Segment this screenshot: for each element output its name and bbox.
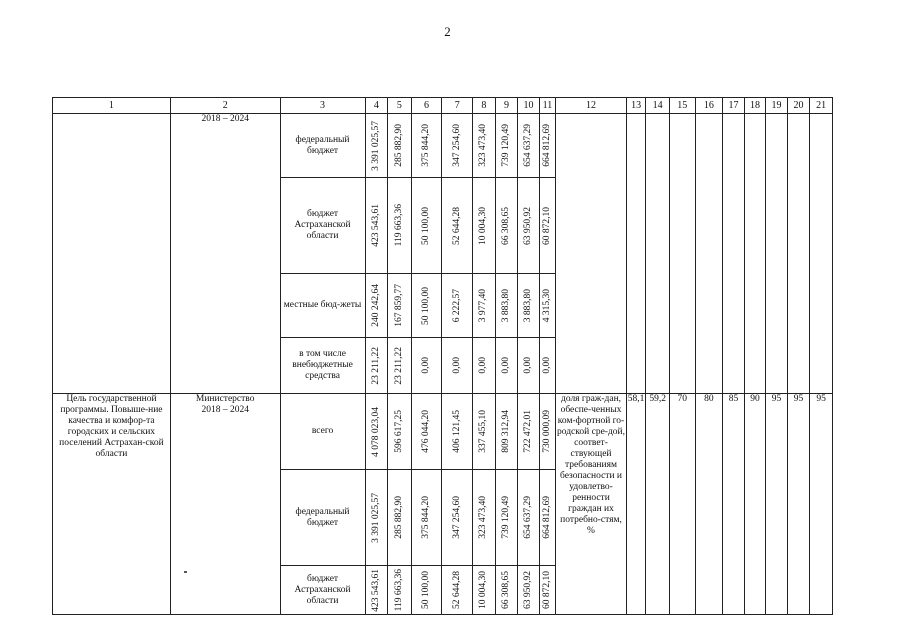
target-cell <box>723 114 745 394</box>
amount-cell: 23 211,22 <box>365 338 388 394</box>
amount-cell: 739 120,49 <box>495 114 518 178</box>
page-number: 2 <box>444 24 451 39</box>
target-value: 59,2 <box>646 394 670 615</box>
amount-cell: 50 100,00 <box>411 178 442 274</box>
amount-cell: 0,00 <box>411 338 442 394</box>
amount-cell: 3 391 025,57 <box>365 470 388 566</box>
amount-cell: 347 254,60 <box>442 114 473 178</box>
col-header: 2 <box>170 98 280 114</box>
amount-cell: 337 455,10 <box>473 394 496 470</box>
header-row <box>53 98 833 114</box>
amount-cell: 66 308,65 <box>495 178 518 274</box>
target-cell <box>744 114 766 394</box>
amount-cell: 23 211,22 <box>388 338 412 394</box>
col-header: 20 <box>787 98 810 114</box>
amount-cell: 60 872,10 <box>539 178 555 274</box>
indicator-cell-empty <box>556 114 627 394</box>
col-header: 8 <box>473 98 496 114</box>
col-header: 14 <box>646 98 670 114</box>
amount-cell: 60 872,10 <box>539 566 555 615</box>
funding-source: бюджет Астраханской области <box>280 178 365 274</box>
col-header: 19 <box>766 98 788 114</box>
funding-source: всего <box>280 394 365 470</box>
amount-cell: 119 663,36 <box>388 178 412 274</box>
amount-cell: 809 312,94 <box>495 394 518 470</box>
col-header: 12 <box>556 98 627 114</box>
amount-cell: 375 844,20 <box>411 470 442 566</box>
amount-cell: 654 637,29 <box>518 470 540 566</box>
amount-cell: 423 543,61 <box>365 566 388 615</box>
col-header: 13 <box>626 98 645 114</box>
table-row <box>53 394 833 470</box>
col-header: 21 <box>810 98 833 114</box>
amount-cell: 596 617,25 <box>388 394 412 470</box>
col-header: 17 <box>723 98 745 114</box>
amount-cell: 0,00 <box>539 338 555 394</box>
amount-cell: 10 004,30 <box>473 178 496 274</box>
amount-cell: 52 644,28 <box>442 178 473 274</box>
amount-cell: 3 391 025,57 <box>365 114 388 178</box>
col-header: 18 <box>744 98 766 114</box>
target-value: 70 <box>669 394 695 615</box>
amount-cell: 10 004,30 <box>473 566 496 615</box>
amount-cell: 240 242,64 <box>365 274 388 338</box>
amount-cell: 3 977,40 <box>473 274 496 338</box>
amount-cell: 4 315,30 <box>539 274 555 338</box>
target-cell <box>766 114 788 394</box>
target-cell <box>669 114 695 394</box>
amount-cell: 6 222,57 <box>442 274 473 338</box>
executor-name: Министерство <box>195 394 255 404</box>
amount-cell: 323 473,40 <box>473 114 496 178</box>
col-header: 9 <box>495 98 518 114</box>
amount-cell: 323 473,40 <box>473 470 496 566</box>
table-row <box>53 114 833 178</box>
col-header: 10 <box>518 98 540 114</box>
amount-cell: 63 950,92 <box>518 178 540 274</box>
amount-cell: 739 120,49 <box>495 470 518 566</box>
amount-cell: 66 308,65 <box>495 566 518 615</box>
amount-cell: 730 000,09 <box>539 394 555 470</box>
col-header: 11 <box>539 98 555 114</box>
col-header: 3 <box>280 98 365 114</box>
target-cell <box>787 114 810 394</box>
col-header: 4 <box>365 98 388 114</box>
col-header: 1 <box>53 98 171 114</box>
amount-cell: 4 078 023,04 <box>365 394 388 470</box>
goal-cell-empty <box>53 114 171 394</box>
amount-cell: 664 812,69 <box>539 114 555 178</box>
executor-cell <box>170 394 280 615</box>
program-finance-table <box>52 97 833 615</box>
target-value: 85 <box>723 394 745 615</box>
amount-cell: 119 663,36 <box>388 566 412 615</box>
target-cell <box>626 114 645 394</box>
funding-source: в том числе внебюджетные средства <box>280 338 365 394</box>
target-value: 80 <box>695 394 723 615</box>
amount-cell: 654 637,29 <box>518 114 540 178</box>
target-value: 95 <box>766 394 788 615</box>
target-cell <box>695 114 723 394</box>
amount-cell: 722 472,01 <box>518 394 540 470</box>
col-header: 16 <box>695 98 723 114</box>
amount-cell: 0,00 <box>495 338 518 394</box>
funding-source: федеральный бюджет <box>280 470 365 566</box>
target-cell <box>646 114 670 394</box>
amount-cell: 167 859,77 <box>388 274 412 338</box>
target-cell <box>810 114 833 394</box>
amount-cell: 63 950,92 <box>518 566 540 615</box>
target-value: 95 <box>810 394 833 615</box>
amount-cell: 664 812,69 <box>539 470 555 566</box>
amount-cell: 406 121,45 <box>442 394 473 470</box>
col-header: 6 <box>411 98 442 114</box>
target-value: 95 <box>787 394 810 615</box>
amount-cell: 285 882,90 <box>388 114 412 178</box>
col-header: 15 <box>669 98 695 114</box>
amount-cell: 476 044,20 <box>411 394 442 470</box>
funding-source: федеральный бюджет <box>280 114 365 178</box>
col-header: 5 <box>388 98 412 114</box>
period-cell: 2018 – 2024 <box>170 114 280 394</box>
amount-cell: 50 100,00 <box>411 274 442 338</box>
target-value: 90 <box>744 394 766 615</box>
amount-cell: 285 882,90 <box>388 470 412 566</box>
amount-cell: 423 543,61 <box>365 178 388 274</box>
amount-cell: 52 644,28 <box>442 566 473 615</box>
funding-source: местные бюд-жеты <box>280 274 365 338</box>
amount-cell: 347 254,60 <box>442 470 473 566</box>
amount-cell: 3 883,80 <box>495 274 518 338</box>
amount-cell: 0,00 <box>442 338 473 394</box>
funding-source: бюджет Астраханской области <box>280 566 365 615</box>
amount-cell: 3 883,80 <box>518 274 540 338</box>
col-header: 7 <box>442 98 473 114</box>
amount-cell: 0,00 <box>473 338 496 394</box>
target-value: 58,1 <box>626 394 645 615</box>
period-text: 2018 – 2024 <box>201 405 249 415</box>
amount-cell: 0,00 <box>518 338 540 394</box>
scan-mark <box>184 571 187 573</box>
amount-cell: 375 844,20 <box>411 114 442 178</box>
program-goal: Цель государственной программы. Повыше-ние качества и комфор-та городских и сельских поселений Астрахан-ской области <box>53 394 171 615</box>
amount-cell: 50 100,00 <box>411 566 442 615</box>
indicator-description: доля граж-дан, обеспе-ченных ком-фортной го-родской сре-дой, соответ-ствующей требованиям безопасности и удовлетво-ренности граждан их потребно-стям, % <box>556 394 627 615</box>
